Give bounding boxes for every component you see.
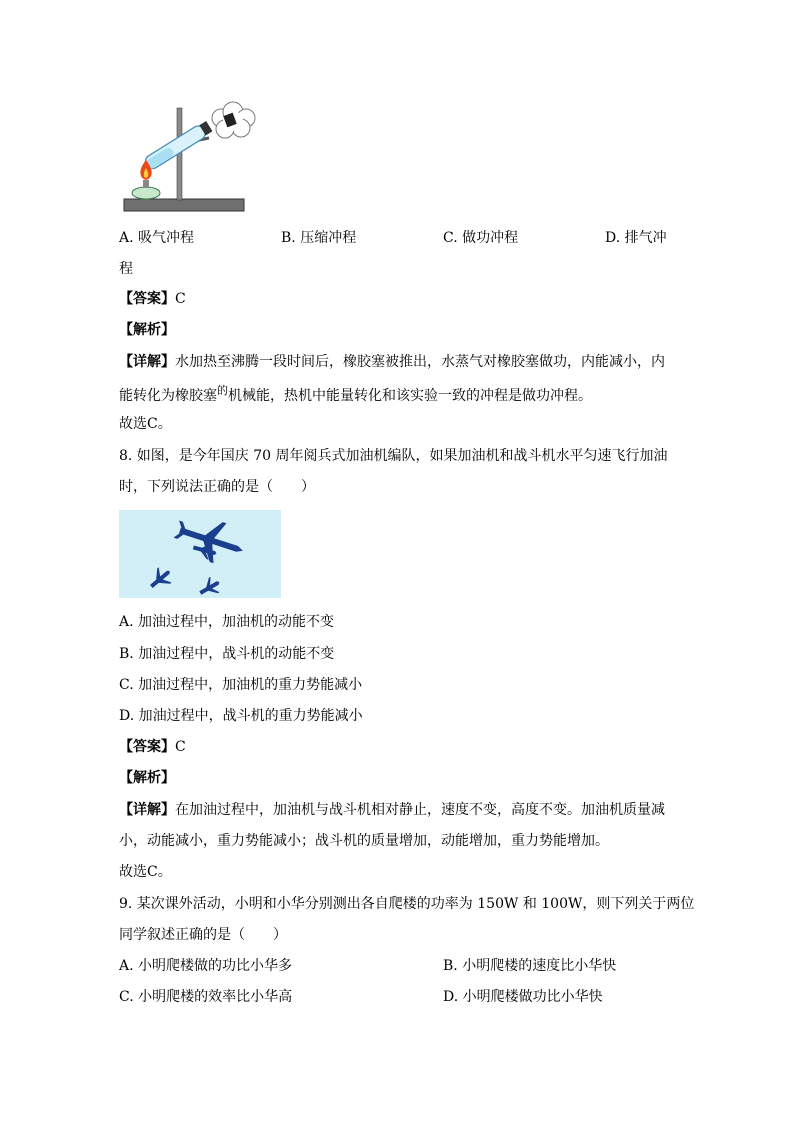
q9-stem-line2: 同学叙述正确的是（ ） bbox=[119, 927, 287, 943]
q7-option-d: D. 排气冲 bbox=[605, 230, 667, 246]
q8-option-a: A. 加油过程中，加油机的动能不变 bbox=[119, 614, 335, 630]
q9-option-b: B. 小明爬楼的速度比小华快 bbox=[443, 958, 617, 974]
answer-value: C bbox=[175, 739, 186, 755]
q7-answer bbox=[119, 289, 186, 309]
detail-text-a: 能转化为橡胶塞 bbox=[119, 388, 217, 404]
refueling-formation-photo bbox=[119, 510, 281, 598]
detail-tag: 【详解】 bbox=[119, 802, 175, 818]
detail-text: 水加热至沸腾一段时间后，橡胶塞被推出，水蒸气对橡胶塞做功，内能减小，内 bbox=[175, 354, 665, 370]
q8-detail-line2: 小，动能减小，重力势能减小；战斗机的质量增加，动能增加，重力势能增加。 bbox=[119, 833, 609, 849]
q7-option-a: A. 吸气冲程 bbox=[119, 230, 195, 246]
answer-tag: 【答案】 bbox=[119, 739, 175, 755]
detail-text-small: 的 bbox=[217, 384, 228, 397]
q7-detail-line1 bbox=[119, 352, 665, 372]
q9-stem-line1: 9. 某次课外活动，小明和小华分别测出各自爬楼的功率为 150W 和 100W，则下列关于两位 bbox=[119, 896, 695, 912]
q7-conclusion: 故选C。 bbox=[119, 416, 172, 432]
detail-text: 在加油过程中，加油机与战斗机相对静止，速度不变，高度不变。加油机质量减 bbox=[175, 802, 665, 818]
q9-option-c: C. 小明爬楼的效率比小华高 bbox=[119, 989, 293, 1005]
answer-tag: 【答案】 bbox=[119, 291, 175, 307]
q8-option-b: B. 加油过程中，战斗机的动能不变 bbox=[119, 646, 335, 662]
q7-detail-line2 bbox=[119, 386, 592, 407]
q8-option-c: C. 加油过程中，加油机的重力势能减小 bbox=[119, 677, 363, 693]
q8-detail-line1 bbox=[119, 800, 665, 820]
q7-option-d-continued: 程 bbox=[119, 261, 133, 277]
q7-option-b: B. 压缩冲程 bbox=[281, 230, 357, 246]
q8-option-d: D. 加油过程中，战斗机的重力势能减小 bbox=[119, 708, 363, 724]
q8-analysis-tag: 【解析】 bbox=[119, 770, 175, 786]
q9-option-a: A. 小明爬楼做的功比小华多 bbox=[119, 958, 293, 974]
q8-conclusion: 故选C。 bbox=[119, 864, 172, 880]
detail-text-b: 机械能，热机中能量转化和该实验一致的冲程是做功冲程。 bbox=[228, 388, 592, 404]
detail-tag: 【详解】 bbox=[119, 354, 175, 370]
test-tube-heating-figure bbox=[119, 100, 259, 215]
q8-stem-line1: 8. 如图，是今年国庆 70 周年阅兵式加油机编队，如果加油机和战斗机水平匀速飞行加油 bbox=[119, 448, 668, 464]
q8-stem-line2: 时，下列说法正确的是（ ） bbox=[119, 479, 315, 495]
answer-value: C bbox=[175, 291, 186, 307]
q7-option-c: C. 做功冲程 bbox=[443, 230, 519, 246]
q9-option-d: D. 小明爬楼做功比小华快 bbox=[443, 989, 603, 1005]
q7-analysis-tag: 【解析】 bbox=[119, 322, 175, 338]
q8-answer bbox=[119, 737, 186, 757]
